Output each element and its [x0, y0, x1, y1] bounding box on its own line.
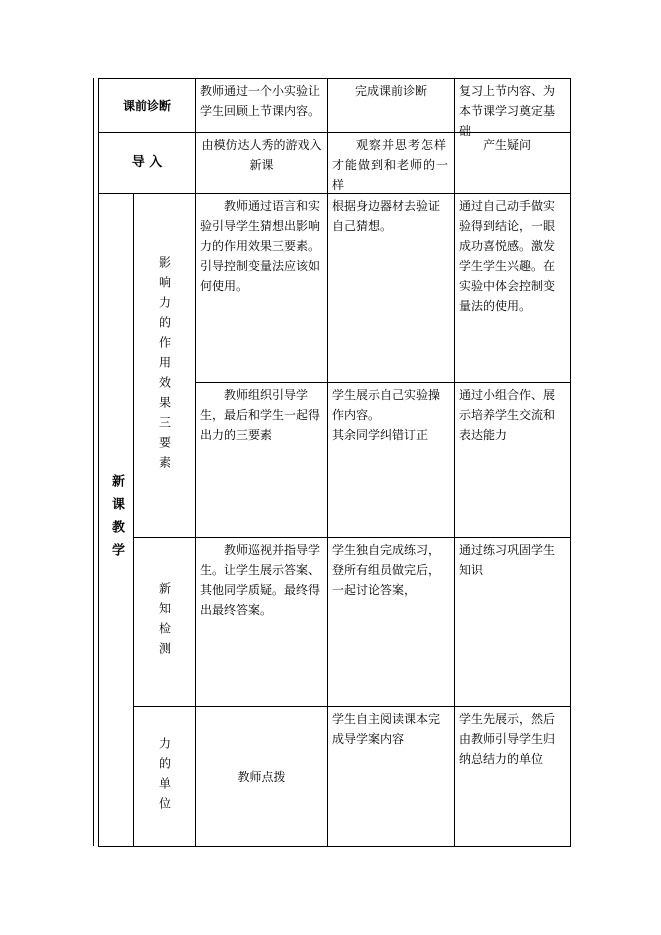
- teacher-activity: 教师点拨: [237, 769, 286, 784]
- stage-intro: [98, 132, 196, 194]
- intro-student: 观察并思考怎样才能做到和老师的一样: [327, 132, 455, 194]
- sub2-student: 学生独自完成练习，登所有组员做完后，一起讨论答案，: [327, 537, 455, 707]
- outer-border: [93, 78, 94, 846]
- sub3-purpose: 学生先展示，然后由教师引导学生归纳总结力的单位: [454, 706, 571, 847]
- sub-title-three-elements: 影响力的作用效果三要素: [133, 193, 196, 538]
- sub1a-teacher: 教师通过语言和实验引导学生猜想出影响力的作用效果三要素。引导控制变量法应该如何使用。: [195, 193, 328, 383]
- stage-new-lesson: 新课教学: [98, 193, 134, 847]
- sub2-teacher: 教师巡视并指导学生。让学生展示答案、其他同学质疑。最终得出最终答案。: [195, 537, 328, 707]
- sub1a-student: 根据身边器材去验证自己猜想。: [327, 193, 455, 383]
- sub1b-purpose: 通过小组合作、展示培养学生交流和表达能力: [454, 382, 571, 538]
- pre-teacher: 教师通过一个小实验让学生回顾上节课内容。: [195, 78, 328, 133]
- sub3-teacher: [195, 706, 328, 847]
- sub1a-purpose: 通过自己动手做实验得到结论，一眼成功喜悦感。激发学生学生兴趣。在实验中体会控制变量法的使用。: [454, 193, 571, 383]
- student-activity-2: 其余同学纠错订正: [332, 428, 429, 442]
- sub2-purpose: 通过练习巩固学生知识: [454, 537, 571, 707]
- intro-purpose: 产生疑问: [454, 132, 571, 194]
- intro-teacher: 由模仿达人秀的游戏入新课: [195, 132, 328, 194]
- sub3-student: 学生自主阅读课本完成导学案内容: [327, 706, 455, 847]
- pre-purpose: 复习上节内容、为本节课学习奠定基础: [454, 78, 571, 133]
- pre-student: 完成课前诊断: [327, 78, 455, 133]
- stage-label: 课前诊断: [122, 98, 171, 113]
- sub1b-teacher: 教师组织引导学生，最后和学生一起得出力的三要素: [195, 382, 328, 538]
- student-activity: 学生展示自己实验操作内容。: [332, 388, 441, 422]
- sub-title-unit: 力的单位: [133, 706, 196, 847]
- sub1b-student: [327, 382, 455, 538]
- sub-title-check: 新知检测: [133, 537, 196, 707]
- stage-pre: [98, 78, 196, 133]
- stage-label: 导 入: [131, 155, 163, 170]
